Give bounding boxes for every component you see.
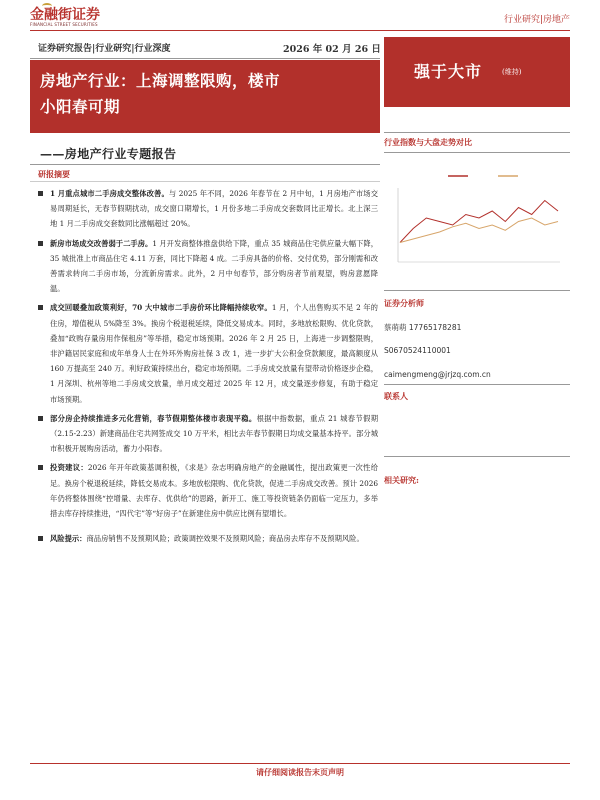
bullet-text: 2026 年开年政策基调积极，《求是》杂志明确房地产的金融属性，提出政策更一次性给足。换房个税退税延续，降低交易成本。多地放松限购、优化贷款，促进二手房成交改善。预计 2026 年仍将整体围绕“控增量、去库存、优供给”的思路，新开工、施工等投资链条仍面临一定压力，多举措去库存持续推进，“四代宅”等“好房子”在新建住房中供应比例有望增长。 (50, 463, 378, 519)
bullet-item (38, 186, 378, 232)
bullet-square-icon (38, 241, 43, 246)
bullet-lead: 部分房企持续推进多元化营销，春节假期整体楼市表现平稳。 (50, 413, 257, 423)
related-heading: 相关研究: (384, 475, 419, 485)
bullet-square-icon (38, 191, 43, 196)
analyst-name-phone: 蔡萌萌 17765178281 (384, 323, 462, 332)
company-logo (30, 4, 150, 30)
footer-disclaimer[interactable]: 请仔细阅读报告末页声明 (256, 767, 344, 777)
bullet-item (38, 411, 378, 457)
chart-title: 行业指数与大盘走势对比 (384, 137, 472, 147)
title-banner (30, 60, 380, 133)
bullet-square-icon (38, 416, 43, 421)
rating-sub: (维持) (502, 68, 522, 76)
analyst-email[interactable]: caimengmeng@jrjzq.com.cn (384, 370, 491, 379)
rating-banner (384, 37, 570, 107)
analyst-cert: S0670524110001 (384, 346, 451, 355)
rating-main: 强于大市 (414, 62, 483, 81)
bullet-text: 1 月开发商整体推盘供给下降，重点 35 城商品住宅供应量大幅下降，35 城批准上市商品住宅 4.11 万套，同比下降超 4 成。二手房具备的价格、交付优势，部分刚需和改善需求转向二手房市场，分流新房需求。此外，2 月中旬春节，部分购房者节前观望，购房意愿降温。 (50, 238, 378, 294)
series-line-2 (400, 218, 558, 243)
abstract-bullets (38, 186, 378, 550)
bullet-square-icon (38, 536, 43, 541)
logo-text-en: FINANCIAL STREET SECURITIES (30, 22, 98, 27)
bullet-item (38, 236, 378, 297)
bullet-lead: 风险提示： (50, 534, 87, 544)
analyst-divider (384, 290, 570, 291)
related-divider (384, 456, 570, 457)
bullet-text: 根据中指数据，重点 21 城春节假期（2.15-2.23）新建商品住宅共网签成交 10 万平米，相比去年春节假期日均成交量基本持平。部分城市积极开展购房活动，蓄力小阳春。 (50, 413, 378, 454)
logo-text-cn: 金融街证券 (30, 7, 100, 23)
report-type-label: 行业研究|房地产 (503, 15, 570, 25)
bullet-item (38, 460, 378, 521)
bullet-square-icon (38, 465, 43, 470)
contact-heading: 联系人 (384, 391, 408, 401)
bullet-lead: 新房市场成交改善弱于二手房。 (50, 238, 153, 248)
bullet-item (38, 300, 378, 406)
bullet-text: 商品房销售不及预期风险；政策调控效果不及预期风险；商品房去库存不及预期风险。 (86, 534, 364, 544)
abstract-divider (30, 181, 380, 182)
chart-title-divider (384, 152, 570, 153)
bullet-item (38, 531, 378, 546)
contact-divider (384, 384, 570, 385)
report-title-line1: 房地产行业：上海调整限购，楼市 (40, 71, 281, 90)
bullet-square-icon (38, 305, 43, 310)
index-comparison-chart (388, 170, 566, 274)
subtitle-divider (30, 164, 380, 165)
analyst-heading: 证券分析师 (384, 298, 424, 308)
subheader-divider (30, 58, 380, 59)
bullet-lead: 投资建议： (50, 463, 88, 473)
bullet-text: 1 月，个人出售购买不足 2 年的住房，增值税从 5%降至 3%。换房个税退税延续，降低交易成本。同时，多地放松限购、优化贷款，叠加“政购存量房用作保租房”等举措，稳定市场预期。2026 年 2 月 25 日，上海进一步调整限购，非沪籍居民家庭和成年单身人士在外环外购房社保 3 改 1，进一步扩大公积金贷款额度，最高额度从 160 万提高至 240 万。利好政策持续出台，稳定市场预期。二手房成交放量有望带动价格逐步企稳，1 月深圳、杭州等地二手房成交放量，单月成交超过 2025 年 12 月，成交量逐步修复，有助于稳定市场预期。 (50, 303, 378, 404)
bullet-text: 与 2025 年不同，2026 年春节在 2 月中旬，1 月房地产市场交易周期延长，无春节假期扰动，成交窗口期增长，1 月份多地二手房成交套数同比正增长。北上深三地 1 月二手房成交套数同比涨幅超过 20%。 (50, 189, 378, 229)
abstract-label: 研报摘要 (38, 169, 70, 179)
sidebar-divider-top (384, 132, 570, 133)
chart-series (400, 201, 558, 243)
report-title-line2: 小阳春可期 (40, 97, 121, 116)
bullet-lead: 1 月重点城市二手房成交整体改善。 (50, 189, 169, 198)
footer-divider (30, 763, 570, 764)
report-category: 证券研究报告|行业研究|行业深度 (38, 44, 171, 54)
report-date: 2026 年 02 月 26 日 (283, 44, 381, 55)
bullet-lead: 成交回暖叠加政策利好，70 大中城市二手房价环比降幅持续收窄。 (50, 303, 272, 313)
report-subtitle: ——房地产行业专题报告 (40, 147, 177, 161)
header-divider (30, 30, 570, 31)
